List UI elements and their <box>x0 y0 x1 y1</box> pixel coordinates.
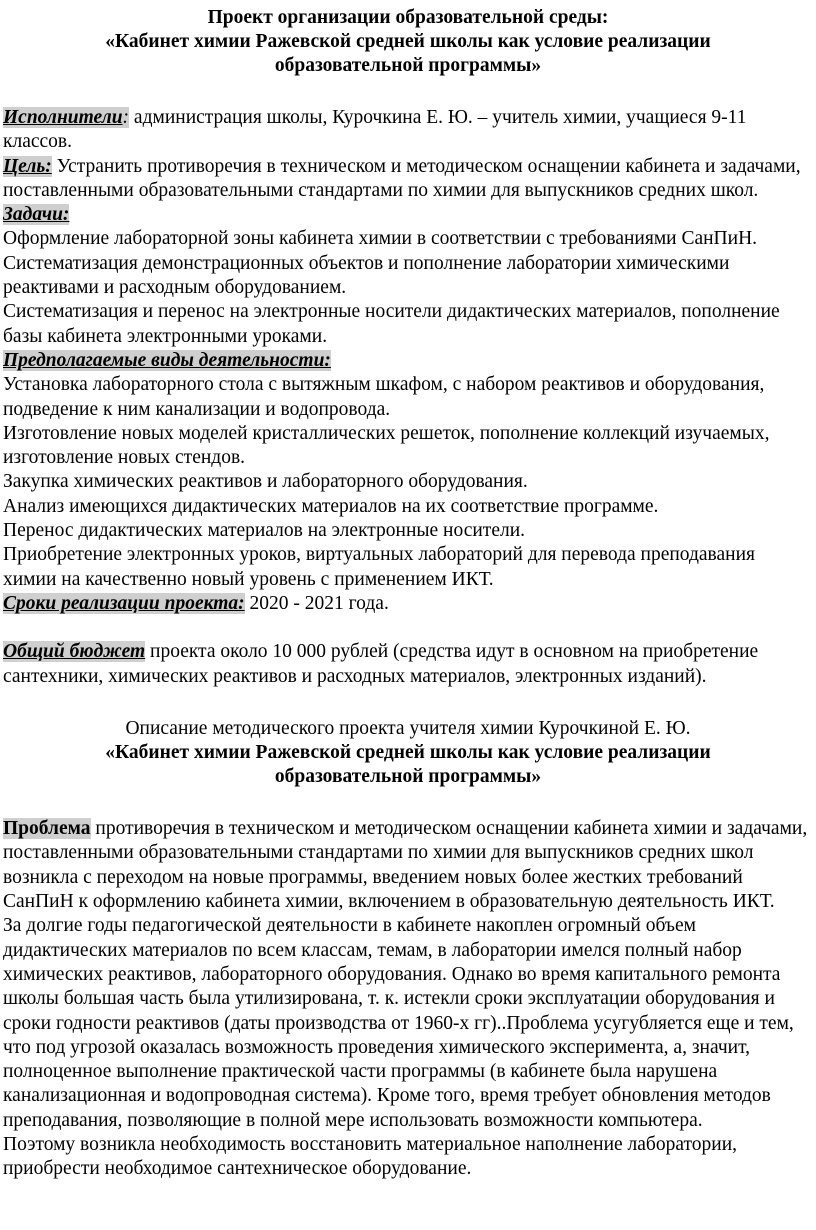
executors-colon: : <box>122 107 130 128</box>
goal-paragraph <box>3 155 813 204</box>
terms-paragraph <box>3 592 813 616</box>
spacer <box>3 689 813 713</box>
description-line3: образовательной программы» <box>274 766 542 788</box>
doc-title-line2: «Кабинет химии Ражевской средней школы как условие реализации <box>105 31 711 52</box>
spacer <box>3 78 813 102</box>
task-item: Оформление лабораторной зоны кабинета химии в соответствии с требованиями СанПиН. <box>3 228 758 250</box>
doc-title-line1: Проект организации образовательной среды: <box>207 7 609 28</box>
spacer <box>3 789 813 813</box>
problem-paragraph <box>3 817 813 914</box>
activity-item: Установка лабораторного стола с вытяжным шкафом, с набором реактивов и оборудования, подведение к ним канализации и водопровода. <box>3 374 765 420</box>
body-paragraph: Поэтому возникла необходимость восстановить материальное наполнение лаборатории, приобрести необходимое сантехническое оборудование. <box>3 1133 738 1180</box>
spacer <box>3 616 813 640</box>
problem-label: Проблема <box>3 818 91 840</box>
doc-title-line3: образовательной программы» <box>274 55 542 76</box>
activity-item: Перенос дидактических материалов на электронные носители. <box>3 520 526 542</box>
activity-item: Приобретение электронных уроков, виртуальных лабораторий для перевода преподавания химии на качественно новый уровень с применением ИКТ. <box>3 544 756 590</box>
terms-text: 2020 - 2021 года. <box>244 592 389 614</box>
tasks-label: Задачи: <box>3 204 70 226</box>
budget-text: проекта около 10 000 рублей (средства идут в основном на приобретение сантехники, химических реактивов и расходных материалов, электронных изданий). <box>3 641 759 687</box>
body-paragraph: За долгие годы педагогической деятельности в кабинете накоплен огромный объем дидактических материалов по всем классам, темам, в лаборатории имелся полный набор химических реактивов, лабораторного оборудования. Однако во время капитального ремонта школы большая часть была утилизирована, т. к. истекли сроки эксплуатации оборудования и сроки годности реактивов (даты производства от 1960-х гг)..Проблема усугубляется еще и тем, что под угрозой оказалась возможность проведения химического эксперимента, а, значит, полноценное выполнение практической части программы (в кабинете была нарушена канализационная и водопроводная система). Кроме того, время требует обновления методов преподавания, позволяющие в полной мере использовать возможности компьютера. <box>3 915 794 1131</box>
executors-text: администрация школы, Курочкина Е. Ю. – учитель химии, учащиеся 9-11 классов. <box>3 107 747 153</box>
tasks-heading <box>3 203 813 227</box>
activities-label: Предполагаемые виды деятельности: <box>3 349 331 371</box>
description-line2: «Кабинет химии Ражевской средней школы как условие реализации <box>105 742 711 764</box>
goal-text: Устранить противоречия в техническом и методическом оснащении кабинета и задачами, поставленными образовательными стандартами по химии для выпускников средних школ. <box>3 155 801 201</box>
terms-label: Сроки реализации проекта: <box>3 592 245 614</box>
executors-label: Исполнители <box>3 107 123 128</box>
budget-paragraph <box>3 640 813 689</box>
activities-heading <box>3 349 813 373</box>
executors-paragraph <box>3 106 813 155</box>
goal-label: Цель: <box>3 155 52 177</box>
activity-item: Анализ имеющихся дидактических материалов на их соответствие программе. <box>3 495 659 517</box>
budget-label: Общий бюджет <box>3 641 146 663</box>
activity-item: Изготовление новых моделей кристаллических решеток, пополнение коллекций изучаемых, изготовление новых стендов. <box>3 422 770 469</box>
task-item: Систематизация и перенос на электронные носители дидактических материалов, пополнение базы кабинета электронными уроками. <box>3 301 780 347</box>
task-item: Систематизация демонстрационных объектов и пополнение лаборатории химическими реактивами и расходным оборудованием. <box>3 252 730 299</box>
problem-text: противоречия в техническом и методическом оснащении кабинета химии и задачами, поставленными образовательными стандартами по химии для выпускников средних школ возникла с переходом на новые программы, введением новых более жестких требований СанПиН к оформлению кабинета химии, включением в образовательную деятельность ИКТ. <box>3 818 808 913</box>
description-line1: Описание методического проекта учителя химии Курочкиной Е. Ю. <box>125 717 691 739</box>
activity-item: Закупка химических реактивов и лабораторного оборудования. <box>3 471 528 493</box>
